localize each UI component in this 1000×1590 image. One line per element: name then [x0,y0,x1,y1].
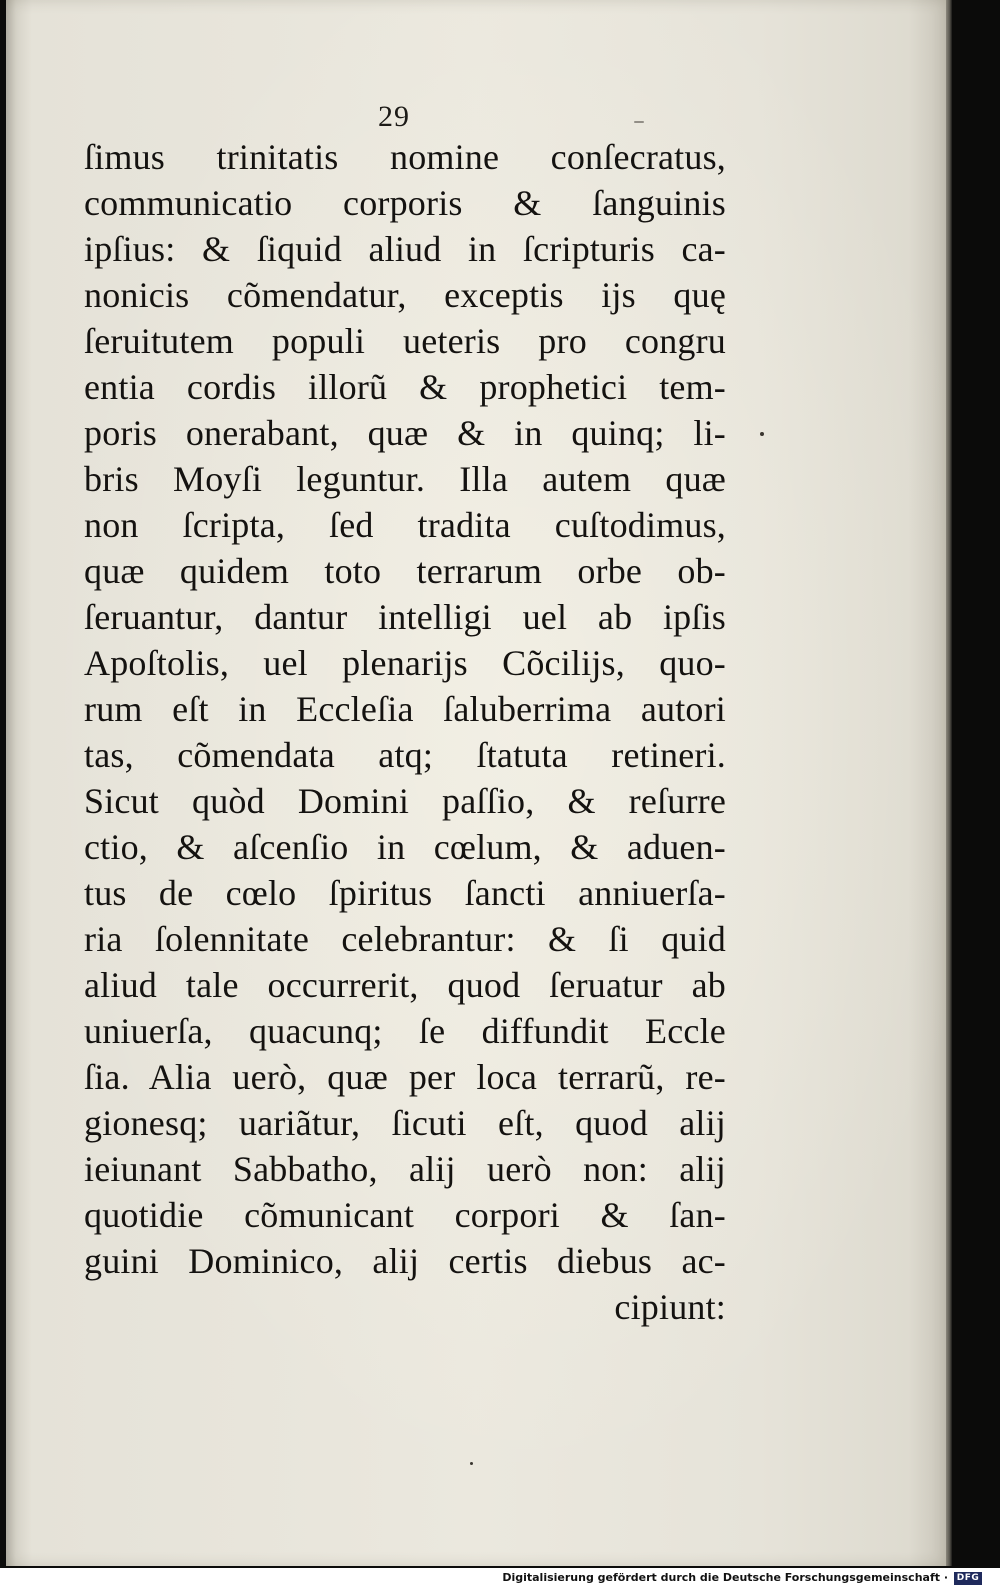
book-page [6,0,948,1566]
text-line: ſimus trinitatis nomine conſecratus, [84,137,726,177]
text-line: ſia. Alia uerò, quæ per loca terrarũ, re- [84,1057,726,1097]
show-through-bleed [741,635,891,795]
text-line: rum eſt in Eccleſia ſaluberrima autori [84,689,726,729]
text-line: quotidie cõmunicant corpori & ſan- [84,1195,726,1235]
text-line: uniuerſa, quacunq; ſe diffundit Eccle [84,1011,726,1051]
text-line: ria ſolennitate celebrantur: & ſi quid [84,919,726,959]
text-line: gionesq; uariãtur, ſicuti eſt, quod alij [84,1103,726,1143]
text-line: bris Moyſi leguntur. Illa autem quæ [84,459,726,499]
text-line: quæ quidem toto terrarum orbe ob- [84,551,726,591]
page-number: 29 [378,100,410,133]
ink-speck [760,432,764,436]
dfg-logo-icon[interactable]: DFG [954,1572,982,1585]
text-line: communicatio corporis & ſanguinis [84,183,726,223]
body-text [84,134,726,1330]
funding-credit: Digitalisierung gefördert durch die Deutsche Forschungsgemeinschaft · [502,1571,948,1584]
catchword: cipiunt: [614,1287,726,1327]
text-line: ipſius: & ſiquid aliud in ſcripturis ca- [84,229,726,269]
text-line: poris onerabant, quæ & in quinq; li- [84,413,726,453]
text-line: guini Dominico, alij certis diebus ac- [84,1241,726,1281]
digitization-footer [0,1568,1000,1590]
text-line: ieiunant Sabbatho, alij uerò non: alij [84,1149,726,1189]
text-line: Apoſtolis, uel plenarijs Cõcilijs, quo- [84,643,726,683]
ink-speck [634,121,644,123]
page-edge-shadow [946,0,952,1566]
text-line: Sicut quòd Domini paſſio, & reſurre [84,781,726,821]
text-line: tas, cõmendata atq; ſtatuta retineri. [84,735,726,775]
text-line: nonicis cõmendatur, exceptis ijs quę [84,275,726,315]
text-line: non ſcripta, ſed tradita cuſtodimus, [84,505,726,545]
text-line: ctio, & aſcenſio in cœlum, & aduen- [84,827,726,867]
text-line: tus de cœlo ſpiritus ſancti anniuerſa- [84,873,726,913]
text-line: entia cordis illorũ & prophetici tem- [84,367,726,407]
text-line: ſeruitutem populi ueteris pro congru [84,321,726,361]
text-line: aliud tale occurrerit, quod ſeruatur ab [84,965,726,1005]
text-line: ſeruantur, dantur intelligi uel ab ipſis [84,597,726,637]
ink-speck [470,1462,473,1465]
